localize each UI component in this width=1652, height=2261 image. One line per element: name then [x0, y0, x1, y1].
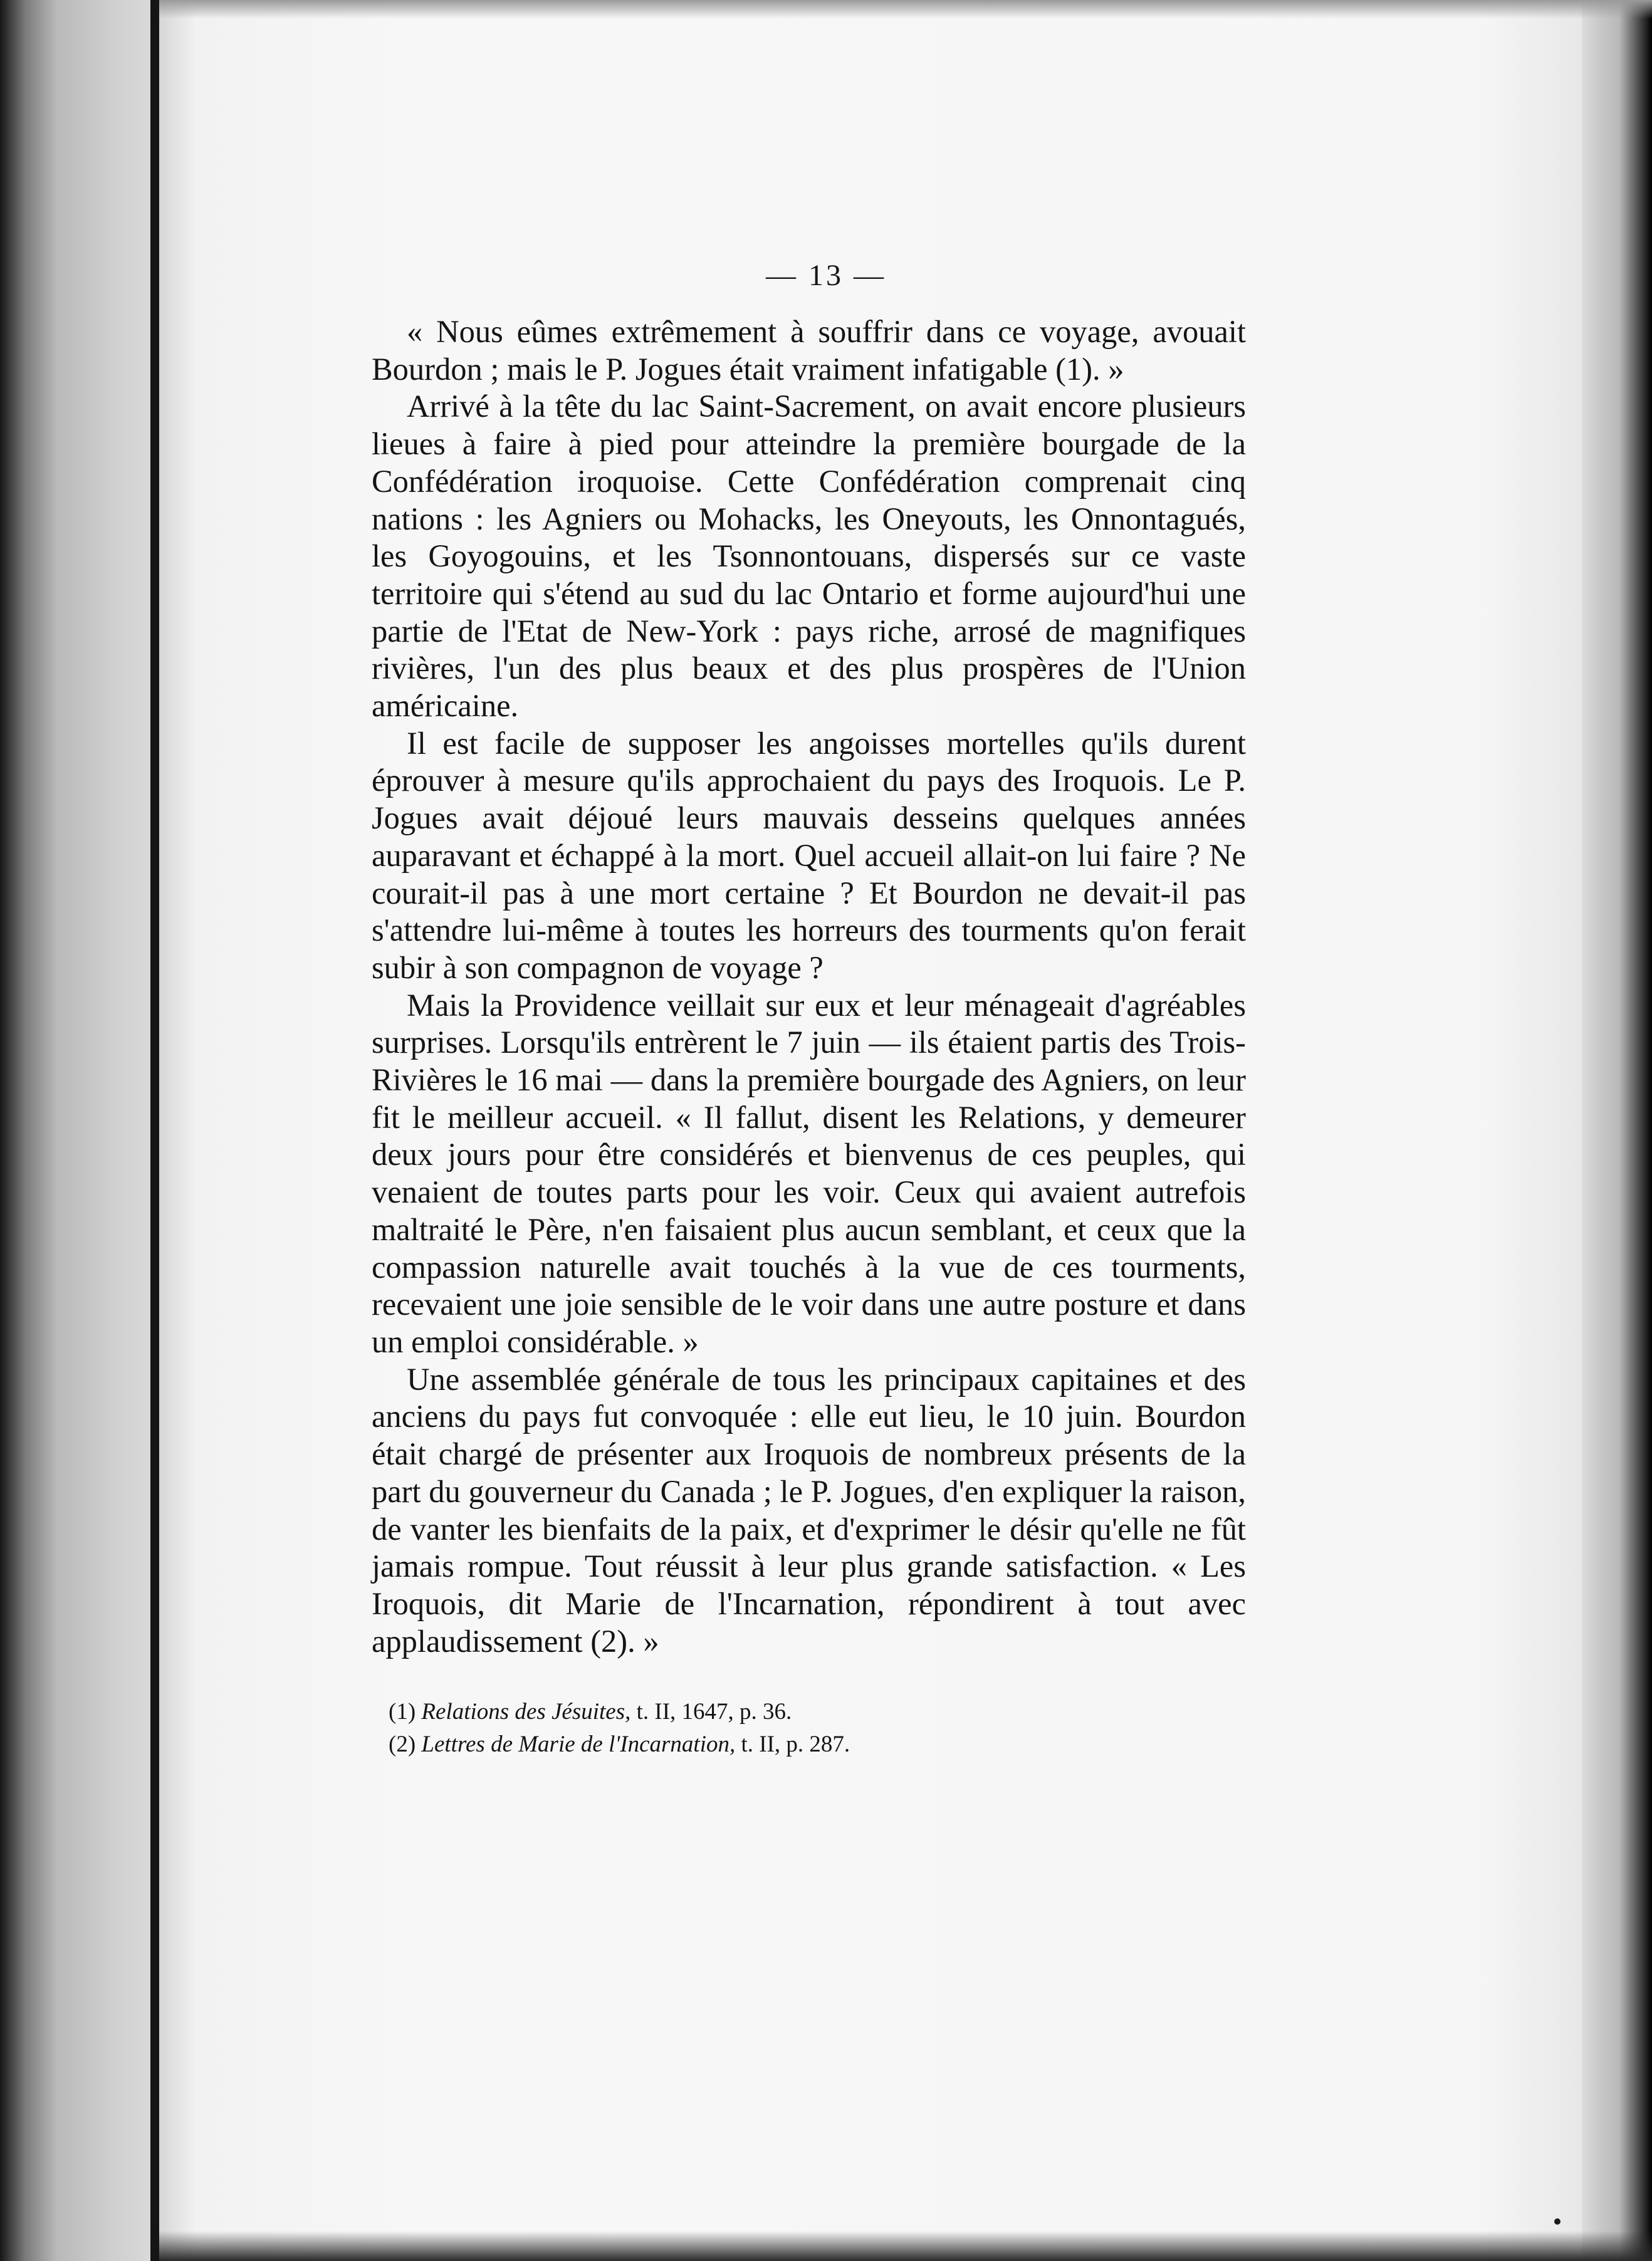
footnote: [389, 1728, 1203, 1761]
footnote-reference: t. II, p. 287.: [741, 1731, 850, 1757]
footnotes: [389, 1696, 1203, 1761]
footnote-title: Lettres de Marie de l'Incarnation,: [421, 1731, 736, 1757]
paper-speck: [1554, 2218, 1561, 2225]
footnote-number: (1): [389, 1699, 416, 1725]
footnote: [389, 1696, 1203, 1728]
footnote-reference: t. II, 1647, p. 36.: [636, 1699, 792, 1725]
paragraph: Arrivé à la tête du lac Saint-Sacrement, on avait encore plusieurs lieues à faire à pied pour atteindre la première bourgade de la Confédération iroquoise. Cette Confédération comprenait cinq nations : les Agniers ou Mohacks, les Oneyouts, les Onnontagués, les Goyogouins, et les Tsonnontouans, dispersés sur ce vaste territoire qui s'étend au sud du lac Ontario et forme aujourd'hui une partie de l'Etat de New-York : pays riche, arrosé de magnifiques rivières, l'un des plus beaux et des plus prospères de l'Union américaine.: [372, 389, 1246, 724]
bottom-edge-shadow: [159, 2231, 1652, 2261]
page-number: — 13 —: [766, 259, 886, 292]
top-edge-shadow: [159, 0, 1652, 19]
paragraph: Mais la Providence veillait sur eux et leur ménageait d'agréables surprises. Lorsqu'ils entrèrent le 7 juin — ils étaient partis des Trois-Rivières le 16 mai — dans la première bourgade des Agniers, on leur fit le meilleur accueil. « Il fallut, disent les Relations, y demeurer deux jours pour être considérés et bienvenus de ces peuples, qui venaient de toutes parts pour les voir. Ceux qui avaient autrefois maltraité le Père, n'en faisaient plus aucun semblant, et ceux que la compassion naturelle avait touchés à la vue de ces tourments, recevaient une joie sensible de le voir dans une autre posture et dans un emploi considérable. »: [372, 987, 1246, 1359]
footnote-title: Relations des Jésuites,: [421, 1699, 631, 1725]
binding-gutter: [150, 0, 159, 2261]
paragraph: Il est facile de supposer les angoisses mortelles qu'ils durent éprouver à mesure qu'ils approchaient du pays des Iroquois. Le P. Jogues avait déjoué leurs mauvais desseins quelques années auparavant et échappé à la mort. Quel accueil allait-on lui faire ? Ne courait-il pas à une mort certaine ? Et Bourdon ne devait-il pas s'attendre lui-même à toutes les horreurs des tourments qu'on ferait subir à son compagnon de voyage ?: [372, 725, 1246, 985]
paragraph: « Nous eûmes extrêmement à souffrir dans ce voyage, avouait Bourdon ; mais le P. Jogues était vraiment infatigable (1). »: [372, 314, 1246, 387]
right-page-edge: [1582, 0, 1652, 2261]
body-text: [372, 313, 1246, 1660]
footnote-number: (2): [389, 1731, 416, 1757]
paragraph: Une assemblée générale de tous les principaux capitaines et des anciens du pays fut convoquée : elle eut lieu, le 10 juin. Bourdon était chargé de présenter aux Iroquois de nombreux présents de la part du gouverneur du Canada ; le P. Jogues, d'en expliquer la raison, de vanter les bienfaits de la paix, et d'exprimer le désir qu'elle ne fût jamais rompue. Tout réussit à leur plus grande satisfaction. « Les Iroquois, dit Marie de l'Incarnation, répondirent à tout avec applaudissement (2). »: [372, 1361, 1246, 1659]
left-binding-strip: [0, 0, 157, 2261]
